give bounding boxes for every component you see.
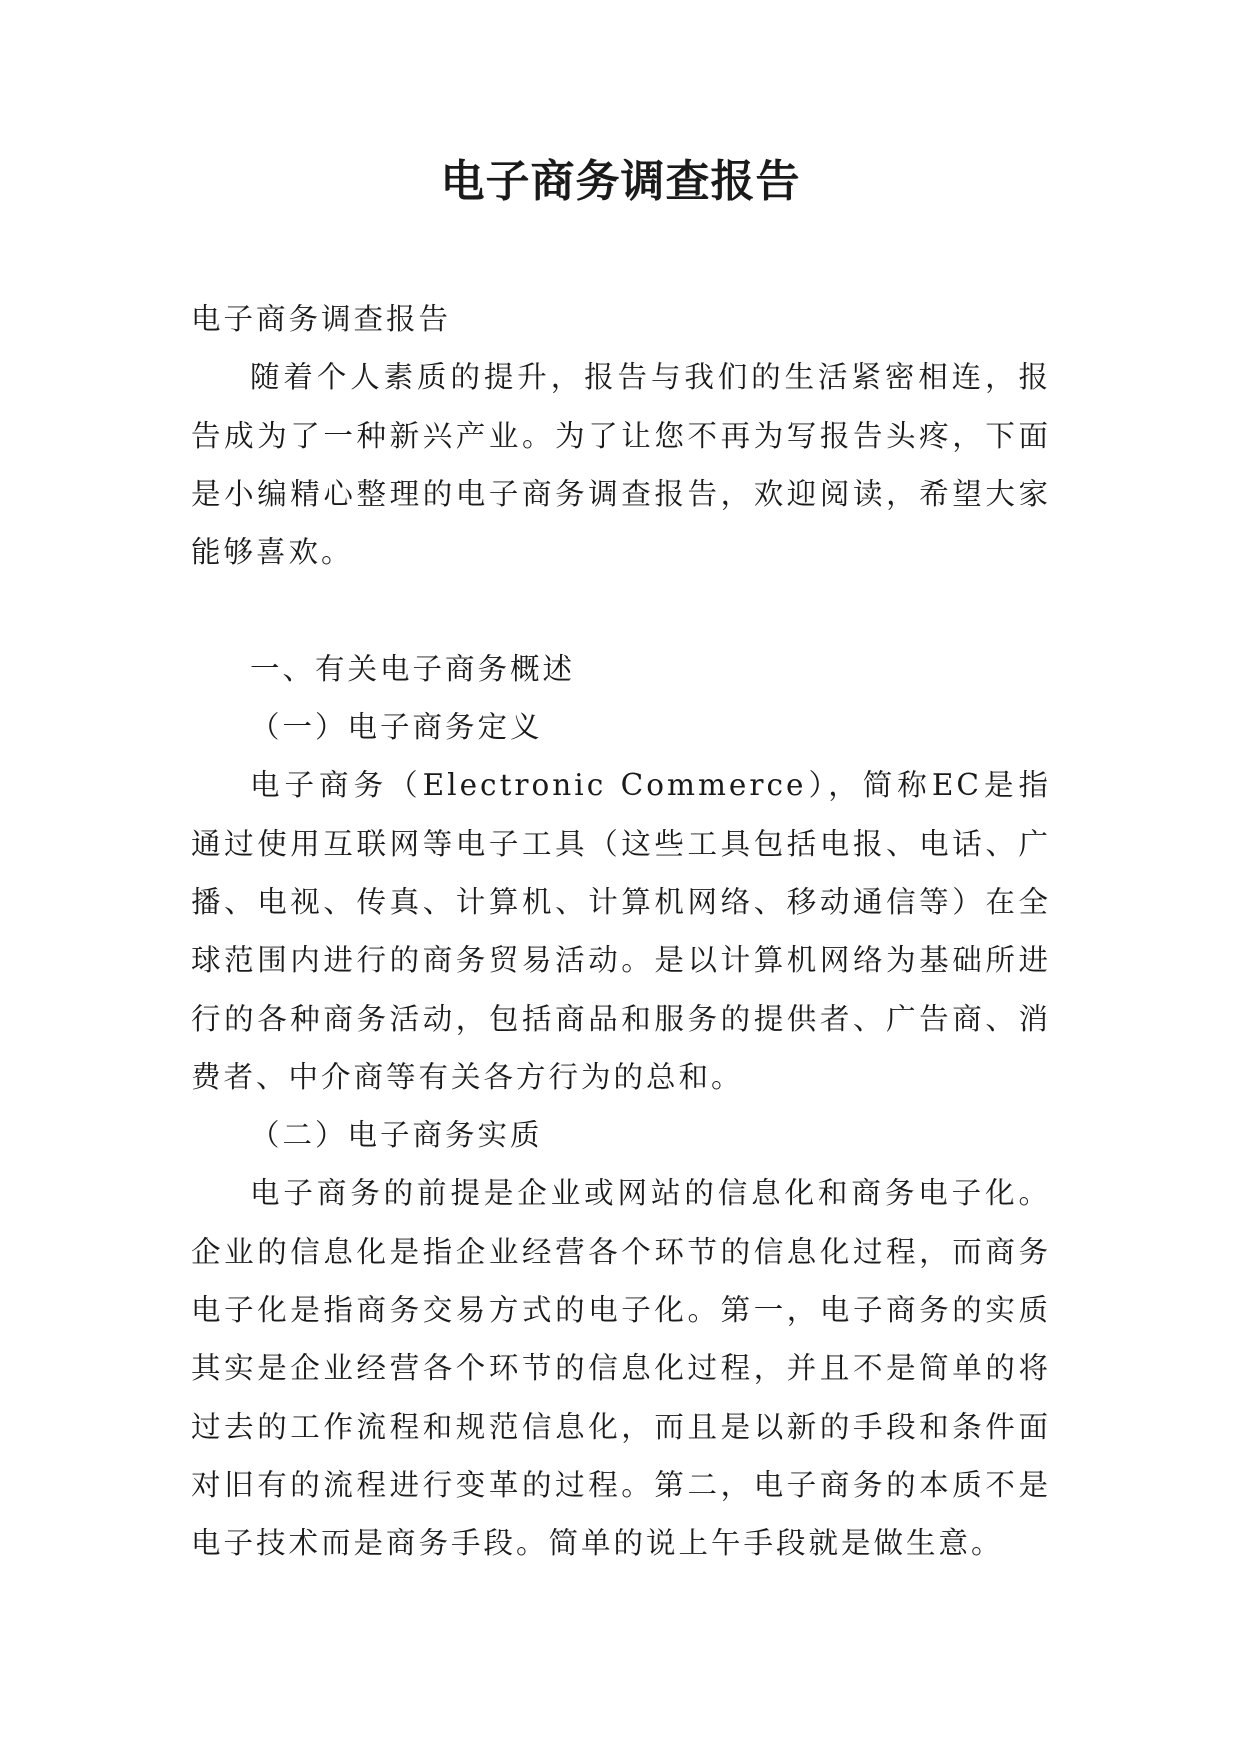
- essence-paragraph: 电子商务的前提是企业或网站的信息化和商务电子化。企业的信息化是指企业经营各个环节的信息化过程，而商务电子化是指商务交易方式的电子化。第一，电子商务的实质其实是企业经营各个环节的信息化过程，并且不是简单的将过去的工作流程和规范信息化，而且是以新的手段和条件面对旧有的流程进行变革的过程。第二，电子商务的本质不是电子技术而是商务手段。简单的说上午手段就是做生意。: [191, 1176, 1051, 1561]
- document-title: 电子商务调查报告: [440, 156, 801, 207]
- definition-paragraph: 电子商务（Electronic Commerce），简称EC是指通过使用互联网等电子工具（这些工具包括电报、电话、广播、电视、传真、计算机、计算机网络、移动通信等）在全球范围内进行的商务贸易活动。是以计算机网络为基础所进行的各种商务活动，包括商品和服务的提供者、广告商、消费者、中介商等有关各方行为的总和。: [191, 768, 1051, 1094]
- subsection-heading-definition: （一）电子商务定义: [250, 710, 543, 745]
- section-heading-overview: 一、有关电子商务概述: [250, 651, 576, 686]
- intro-paragraph: 随着个人素质的提升，报告与我们的生活紧密相连，报告成为了一种新兴产业。为了让您不再为写报告头疼，下面是小编精心整理的电子商务调查报告，欢迎阅读，希望大家能够喜欢。: [191, 360, 1051, 570]
- paragraph-spacer: [191, 581, 1051, 639]
- subsection-heading-essence: （二）电子商务实质: [250, 1118, 543, 1153]
- document-subtitle: 电子商务调查报告: [191, 302, 452, 336]
- document-body: [191, 290, 1051, 1573]
